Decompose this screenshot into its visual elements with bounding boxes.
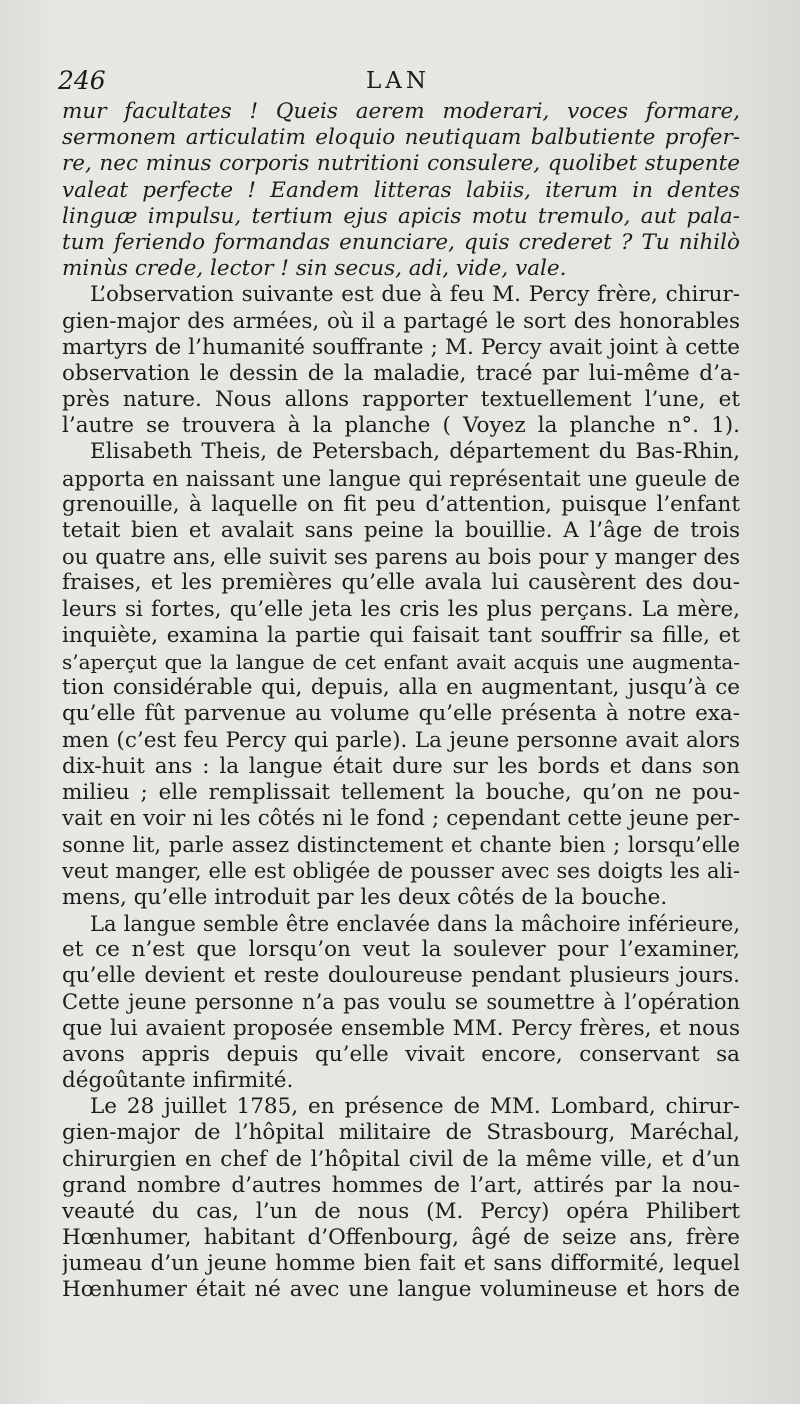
text-line: l’autre se trouvera à la planche ( Voyez la planche n°. 1).: [62, 413, 740, 439]
running-head: LAN: [366, 68, 431, 94]
text-line: mur facultates ! Queis aerem moderari, voces formare,: [62, 99, 740, 124]
text-line: sermonem articulatim eloquio neutiquam balbutiente profer-: [62, 125, 740, 151]
text-line: que lui avaient proposée ensemble MM. Percy frères, et nous: [62, 1015, 740, 1041]
text-line: martyrs de l’humanité souffrante ; M. Percy avait joint à cette: [62, 334, 740, 360]
text-line: dix-huit ans : la langue était dure sur les bords et dans son: [62, 753, 740, 779]
text-line: fraises, et les premières qu’elle avala lui causèrent des dou-: [62, 570, 740, 596]
page-header: [58, 66, 738, 102]
body-text: [62, 99, 740, 1304]
text-line: L’observation suivante est due à feu M. Percy frère, chirur-: [90, 282, 740, 308]
page-number: 246: [58, 66, 106, 95]
text-line: gien-major des armées, où il a partagé le sort des honorables: [62, 308, 740, 334]
text-line: Hœnhumer était né avec une langue volumineuse et hors de: [62, 1277, 740, 1303]
text-line: sonne lit, parle assez distinctement et chante bien ; lorsqu’elle: [62, 833, 740, 858]
text-line: grand nombre d’autres hommes de l’art, attirés par la nou-: [62, 1172, 740, 1198]
text-line: linguæ impulsu, tertium ejus apicis motu tremulo, aut pala-: [62, 203, 740, 229]
text-line: ou quatre ans, elle suivit ses parens au bois pour y manger des: [62, 545, 740, 570]
text-line: grenouille, à laquelle on fit peu d’attention, puisque l’enfant: [62, 491, 740, 517]
text-line: vait en voir ni les côtés ni le fond ; cependant cette jeune per-: [62, 806, 740, 832]
text-line: observation le dessin de la maladie, tracé par lui-même d’a-: [62, 360, 740, 386]
text-line: milieu ; elle remplissait tellement la bouche, qu’on ne pou-: [62, 779, 740, 805]
text-line: Le 28 juillet 1785, en présence de MM. Lombard, chirur-: [90, 1094, 740, 1120]
text-line: apporta en naissant une langue qui représentait une gueule de: [62, 466, 740, 491]
text-line: Cette jeune personne n’a pas voulu se soumettre à l’opération: [62, 990, 740, 1015]
text-line: près nature. Nous allons rapporter textuellement l’une, et: [62, 387, 740, 413]
text-line: tion considérable qui, depuis, alla en augmentant, jusqu’à ce: [62, 675, 740, 701]
text-line: Hœnhumer, habitant d’Offenbourg, âgé de seize ans, frère: [62, 1225, 740, 1251]
text-line: qu’elle devient et reste douloureuse pendant plusieurs jours.: [62, 963, 740, 989]
text-line: leurs si fortes, qu’elle jeta les cris les plus perçans. La mère,: [62, 596, 740, 622]
text-line: avons appris depuis qu’elle vivait encore, conservant sa: [62, 1041, 740, 1067]
text-line: men (c’est feu Percy qui parle). La jeune personne avait alors: [62, 727, 740, 753]
text-line: tetait bien et avalait sans peine la bouillie. A l’âge de trois: [62, 518, 740, 543]
text-line: s’aperçut que la langue de cet enfant avait acquis une augmenta-: [62, 649, 740, 674]
text-line: mens, qu’elle introduit par les deux côtés de la bouche.: [62, 884, 668, 910]
text-line: minùs crede, lector ! sin secus, adi, vide, vale.: [62, 256, 567, 282]
text-line: qu’elle fût parvenue au volume qu’elle présenta à notre exa-: [62, 701, 740, 727]
text-line: jumeau d’un jeune homme bien fait et sans difformité, lequel: [62, 1251, 740, 1277]
text-line: inquiète, examina la partie qui faisait tant souffrir sa fille, et: [62, 622, 740, 648]
text-line: dégoûtante infirmité.: [62, 1067, 294, 1093]
text-line: valeat perfecte ! Eandem litteras labiis, iterum in dentes: [62, 177, 740, 203]
text-line: veut manger, elle est obligée de pousser avec ses doigts les ali-: [62, 859, 740, 884]
text-line: veauté du cas, l’un de nous (M. Percy) opéra Philibert: [62, 1198, 740, 1224]
text-line: La langue semble être enclavée dans la mâchoire inférieure,: [90, 911, 740, 936]
text-line: Elisabeth Theis, de Petersbach, département du Bas-Rhin,: [90, 439, 740, 465]
text-line: chirurgien en chef de l’hôpital civil de la même ville, et d’un: [62, 1146, 740, 1172]
text-line: et ce n’est que lorsqu’on veut la soulever pour l’examiner,: [62, 937, 740, 962]
text-line: tum feriendo formandas enunciare, quis crederet ? Tu nihilò: [62, 229, 740, 255]
text-line: gien-major de l’hôpital militaire de Strasbourg, Maréchal,: [62, 1120, 740, 1146]
text-line: re, nec minus corporis nutritioni consulere, quolibet stupente: [62, 151, 740, 177]
